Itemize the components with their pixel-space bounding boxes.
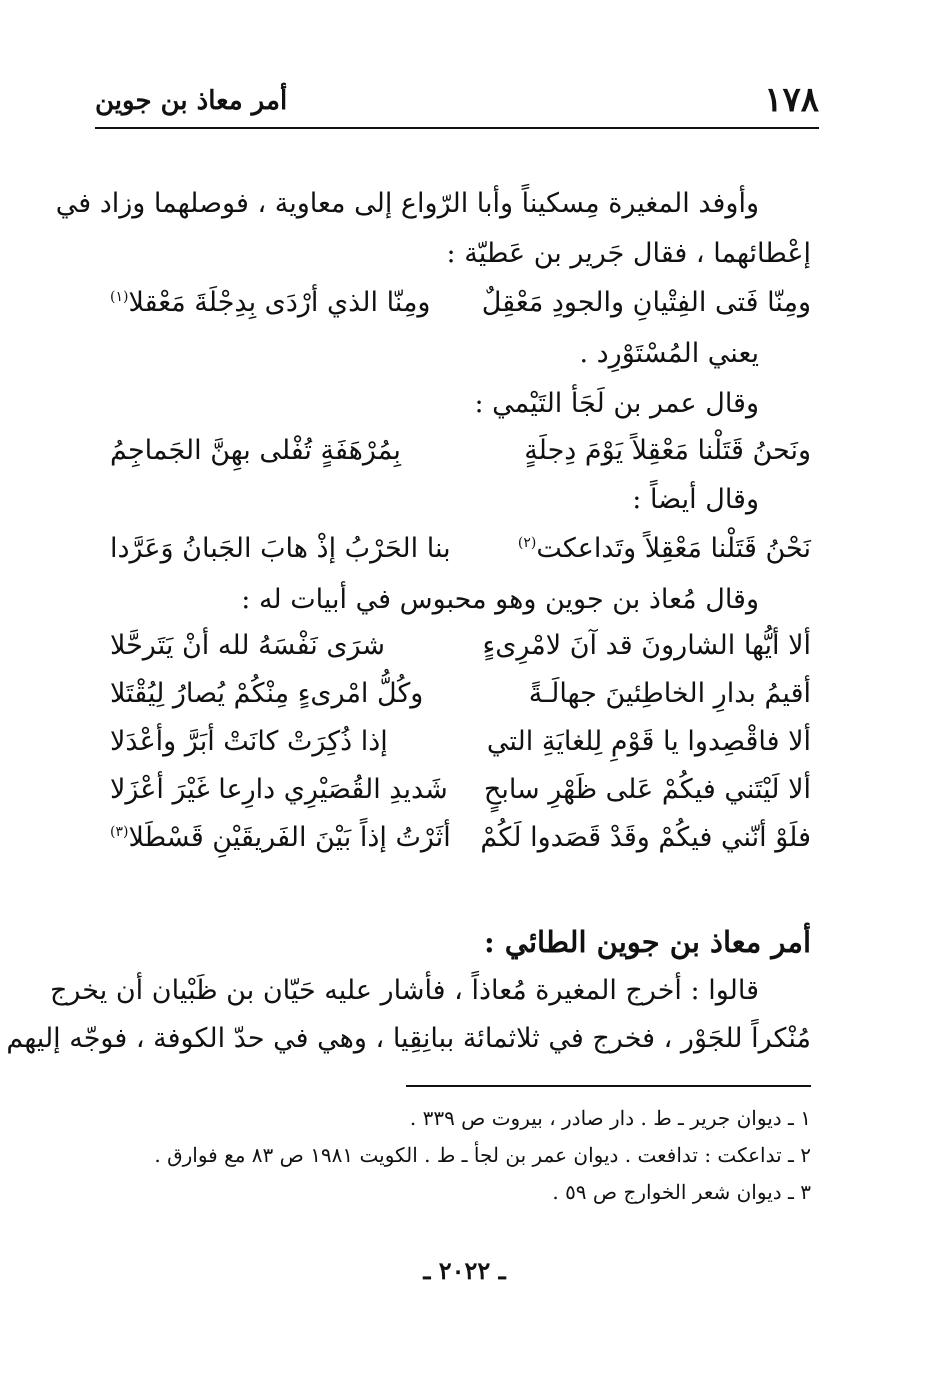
paragraph-line: وقال أيضاً : <box>632 484 759 515</box>
verse-first-hemistich: أقيمُ بدارِ الخاطِئينَ جهالَـةً <box>528 678 811 709</box>
paragraph-line: وقال عمر بن لَجَأ التَيْمي : <box>474 388 759 419</box>
verse-first-hemistich: فلَوْ أنّني فيكُمْ وقَدْ قَصَدوا لَكُمْ <box>480 822 811 853</box>
page-number: ١٧٨ <box>764 80 819 120</box>
verse-line <box>110 435 811 481</box>
poem-verse <box>110 630 811 676</box>
paragraph-line: وأوفد المغيرة مِسكيناً وأبا الرّواع إلى معاوية ، فوصلهما وزاد في <box>55 188 759 219</box>
verse-second-hemistich: إذا ذُكِرَتْ كانَتْ أبَرَّ وأعْدَلا <box>110 726 388 757</box>
header-rule <box>95 127 819 129</box>
verse-second-hemistich: بنا الحَرْبُ إذْ هابَ الجَبانُ وَعَرَّدا <box>110 533 451 564</box>
paragraph-line: يعني المُسْتَوْرِد . <box>579 338 759 369</box>
running-title: أمر معاذ بن جوين <box>95 86 288 116</box>
verse-second-hemistich: شَديدِ القُصَيْرِي دارِعا غَيْرَ أعْزَلا <box>110 774 448 805</box>
verse-second-hemistich: شرَى نَفْسَهُ لله أنْ يَتَرحَّلا <box>110 630 386 661</box>
page-header <box>95 80 819 130</box>
footnote-marker: (١) <box>110 289 129 305</box>
verse-first-hemistich: ألا فاقْصِدوا يا قَوْمِ لِلغايَةِ التي <box>486 726 811 757</box>
verse-second-hemistich: أثَرْتُ إذاً بَيْنَ الفَريقَيْنِ قَسْطَلا$^{(٣)}$ <box>110 822 451 853</box>
poem-verse <box>110 678 811 724</box>
footnote: ٢ ـ تداعكت : تدافعت . ديوان عمر بن لجأ ـ ط . الكويت ١٩٨١ ص ٨٣ مع فوارق . <box>154 1143 811 1167</box>
paragraph-line: مُنْكراً للجَوْر ، فخرج في ثلاثمائة ببانِقِيا ، وهي في حدّ الكوفة ، فوجّه إليهم <box>6 1023 811 1054</box>
footnote-marker: (٣) <box>110 824 129 840</box>
verse-second-hemistich: ومِنّا الذي أرْدَى بِدِجْلَةَ مَعْقلا$^{(١)}$ <box>110 287 431 318</box>
verse-first-hemistich: نَحْنُ قَتَلْنا مَعْقِلاً وتَداعكت$^{(٢)}$ <box>517 533 811 564</box>
footnote-marker: (٢) <box>517 535 537 551</box>
verse-second-hemistich: بِمُرْهَفَةٍ تُفْلى بهِنَّ الجَماجِمُ <box>110 435 401 466</box>
footnote-rule <box>406 1085 811 1087</box>
footnote: ٣ ـ ديوان شعر الخوارج ص ٥٩ . <box>552 1180 811 1204</box>
paragraph-line: إعْطائهما ، فقال جَرير بن عَطيّة : <box>446 238 811 269</box>
paragraph-line: قالوا : أخرج المغيرة مُعاذاً ، فأشار عليه حَيّان بن ظَبْيان أن يخرج <box>49 975 759 1006</box>
paragraph-line: وقال مُعاذ بن جوين وهو محبوس في أبيات له : <box>241 584 759 615</box>
verse-line <box>110 533 811 579</box>
footnote: ١ ـ ديوان جرير ـ ط . دار صادر ، بيروت ص ٣٣٩ . <box>409 1106 811 1130</box>
poem-verse <box>110 822 811 868</box>
verse-first-hemistich: ومِنّا فَتى الفِتْيانِ والجودِ مَعْقِلٌ <box>481 287 811 318</box>
section-heading: أمر معاذ بن جوين الطائي : <box>483 925 811 959</box>
folio-number: ـ ٢٠٢٢ ـ <box>423 1256 506 1285</box>
verse-first-hemistich: ألا لَيْتَني فيكُمْ عَلى ظَهْرِ سابحٍ <box>483 774 811 805</box>
verse-first-hemistich: ونَحنُ قَتَلْنا مَعْقِلاً يَوْمَ دِجلَةٍ <box>524 435 811 466</box>
verse-line <box>110 287 811 333</box>
verse-first-hemistich: ألا أيُّها الشارونَ قد آنَ لامْرِىءٍ <box>482 630 811 661</box>
poem-verse <box>110 726 811 772</box>
poem-verse <box>110 774 811 820</box>
verse-second-hemistich: وكُلُّ امْرىءٍ مِنْكُمْ يُصارُ لِيُقْتَلا <box>110 678 424 709</box>
